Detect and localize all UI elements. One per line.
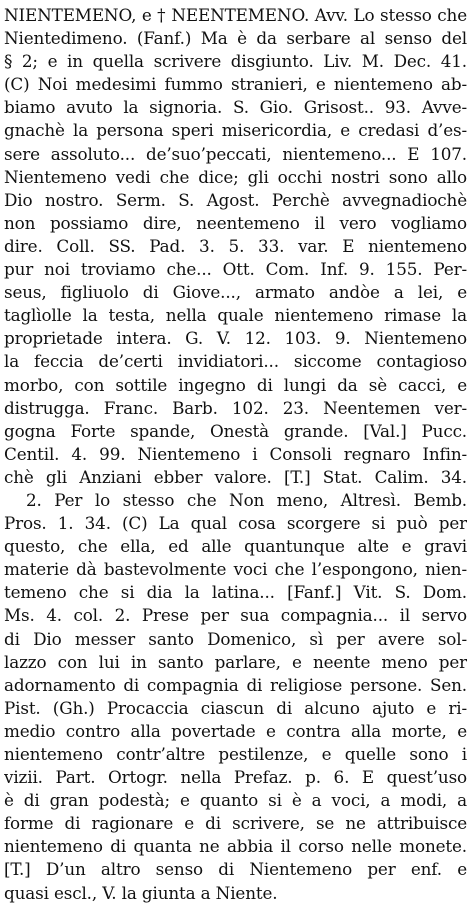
entry-line: § 2; e in quella scrivere disgiunto. Liv. M. Dec. 41.: [4, 51, 467, 72]
entry-line: medio contro alla povertade e contra alla morte, e: [4, 720, 467, 741]
entry-line: dire. Coll. SS. Pad. 3. 5. 33. var. E nientemeno: [4, 235, 467, 256]
entry-line: questo, che ella, ed alle quantunque alte e gravi: [4, 536, 467, 557]
entry-line: pur noi troviamo che... Ott. Com. Inf. 9. 155. Per-: [4, 259, 467, 280]
entry-line: Nientemeno vedi che dice; gli occhi nostri sono allo: [4, 166, 467, 187]
entry-line: proprietade intera. G. V. 12. 103. 9. Nientemeno: [4, 328, 467, 349]
entry-line: è di gran podestà; e quanto si è a voci, a modi, a: [4, 790, 467, 811]
entry-line: Nientedimeno. (Fanf.) Ma è da serbare al senso del: [4, 28, 467, 49]
entry-line: NIENTEMENO, e † NEENTEMENO. Avv. Lo stesso che: [4, 5, 467, 25]
entry-line: (C) Noi medesimi fummo stranieri, e nientemeno ab-: [4, 74, 467, 95]
entry-line: gnachè la persona speri misericordia, e credasi d’es-: [4, 120, 467, 141]
entry-line: [T.] D’un altro senso di Nientemeno per enf. e: [4, 859, 467, 880]
entry-line: nientemeno contr’altre pestilenze, e quelle sono i: [4, 744, 467, 764]
entry-line: di Dio messer santo Domenico, sì per avere sol-: [4, 628, 467, 649]
entry-line: materie dà bastevolmente voci che l’espongono, nien-: [4, 559, 467, 580]
entry-line: Pros. 1. 34. (C) La qual cosa scorgere si può per: [4, 513, 467, 534]
entry-line: seus, figliuolo di Giove..., armato andòe a lei, e: [4, 282, 467, 303]
entry-line: quasi escl., V. la giunta a Niente.: [4, 882, 278, 903]
entry-line: gogna Forte spande, Onestà grande. [Val.] Pucc.: [4, 420, 467, 441]
entry-line: biamo avuto la signoria. S. Gio. Grisost.. 93. Avve-: [4, 97, 467, 118]
entry-line: Ms. 4. col. 2. Prese per sua compagnia... il servo: [4, 605, 467, 626]
entry-line: nientemeno di quanta ne abbia il corso nelle monete.: [4, 836, 467, 857]
entry-line: la feccia de’certi invidiatori... siccome contagioso: [4, 351, 467, 372]
entry-line: adornamento di compagnia di religiose persone. Sen.: [4, 674, 467, 695]
entry-line: sere assoluto... de’suo’peccati, nientemeno... E 107.: [4, 143, 467, 164]
entry-line: lazzo con lui in santo parlare, e neente meno per: [4, 651, 467, 672]
entry-line: morbo, con sottile ingegno di lungi da sè cacci, e: [4, 374, 467, 395]
entry-line: 2. Per lo stesso che Non meno, Altresì. Bemb.: [26, 489, 467, 510]
entry-line: distrugga. Franc. Barb. 102. 23. Neentemen ver-: [4, 397, 467, 418]
entry-line: Dio nostro. Serm. S. Agost. Perchè avvegnadiochè: [4, 189, 467, 210]
entry-line: taglìolle la testa, nella quale nientemeno rimase la: [4, 305, 467, 326]
entry-line: forme di ragionare e di scrivere, se ne attribuisce: [4, 813, 467, 834]
entry-line: vizii. Part. Ortogr. nella Prefaz. p. 6. E quest’uso: [4, 767, 467, 788]
entry-line: chè gli Anziani ebber valore. [T.] Stat. Calim. 34.: [4, 466, 467, 487]
entry-line: Pist. (Gh.) Procaccia ciascun di alcuno ajuto e ri-: [4, 697, 467, 718]
entry-line: temeno che si dia la latina... [Fanf.] Vit. S. Dom.: [4, 582, 467, 603]
entry-line: Centil. 4. 99. Nientemeno i Consoli regnaro Infin-: [4, 443, 467, 464]
entry-line: non possiamo dire, neentemeno il vero vogliamo: [4, 212, 467, 233]
